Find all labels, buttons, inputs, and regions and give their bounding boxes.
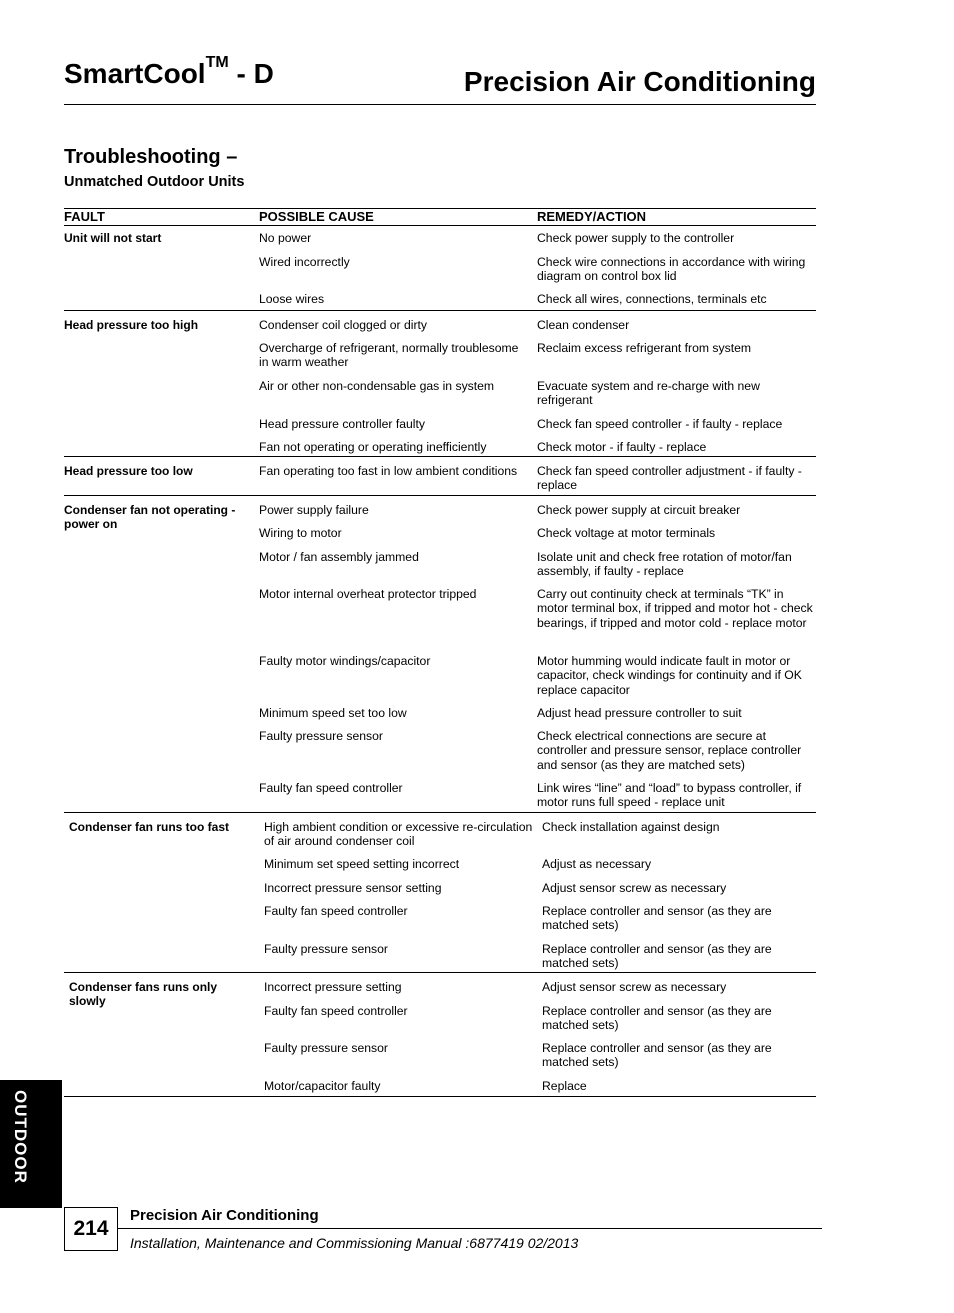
footer-subtitle: Installation, Maintenance and Commissioning Manual :6877419 02/2013 (130, 1235, 579, 1251)
cause-cell: Incorrect pressure sensor setting (264, 881, 442, 895)
cause-cell: No power (259, 231, 312, 245)
remedy-cell: Clean condenser (537, 318, 630, 332)
remedy-cell: Check installation against design (542, 820, 720, 834)
fault-group (64, 812, 816, 971)
column-header-remedy: REMEDY/ACTION (537, 209, 647, 224)
fault-cell: Condenser fan not operating - power on (64, 503, 236, 532)
fault-group (64, 456, 816, 493)
side-tab-label: OUTDOOR (11, 1090, 30, 1184)
page-number: 214 (64, 1207, 118, 1251)
cause-cell: Head pressure controller faulty (259, 417, 425, 431)
remedy-cell: Check power supply at circuit breaker (537, 503, 741, 517)
remedy-cell: Check wire connections in accordance with wiring diagram on control box lid (537, 255, 806, 284)
remedy-cell: Adjust as necessary (542, 857, 652, 871)
cause-cell: Faulty fan speed controller (264, 1004, 408, 1018)
cause-cell: Motor / fan assembly jammed (259, 550, 419, 564)
remedy-cell: Adjust sensor screw as necessary (542, 881, 727, 895)
fault-group (64, 972, 816, 1093)
cause-cell: Faulty pressure sensor (259, 729, 383, 743)
remedy-cell: Isolate unit and check free rotation of motor/fan assembly, if faulty - replace (537, 550, 792, 579)
brand-suffix: - D (228, 58, 274, 89)
cause-cell: Incorrect pressure setting (264, 980, 402, 994)
fault-group (64, 310, 816, 454)
document-title: Precision Air Conditioning (463, 66, 816, 97)
cause-cell: Power supply failure (259, 503, 369, 517)
remedy-cell: Adjust head pressure controller to suit (537, 706, 742, 720)
cause-cell: Overcharge of refrigerant, normally troublesome in warm weather (259, 341, 519, 370)
cause-cell: Fan operating too fast in low ambient conditions (259, 464, 518, 478)
cause-cell: Faulty motor windings/capacitor (259, 654, 431, 668)
remedy-cell: Check fan speed controller adjustment - if faulty - replace (537, 464, 802, 493)
footer-title: Precision Air Conditioning (130, 1207, 319, 1224)
remedy-cell: Link wires “line” and “load” to bypass controller, if motor runs full speed - replace unit (537, 781, 802, 810)
remedy-cell: Check all wires, connections, terminals etc (537, 292, 767, 306)
fault-cell: Condenser fans runs only slowly (69, 980, 218, 1009)
cause-cell: Motor/capacitor faulty (264, 1079, 381, 1093)
remedy-cell: Check motor - if faulty - replace (537, 440, 707, 454)
cause-cell: Motor internal overheat protector tripped (259, 587, 477, 601)
remedy-cell: Replace controller and sensor (as they are matched sets) (542, 1004, 772, 1033)
cause-cell: Minimum speed set too low (259, 706, 407, 720)
remedy-cell: Check power supply to the controller (537, 231, 735, 245)
remedy-cell: Replace controller and sensor (as they are matched sets) (542, 904, 772, 933)
cause-cell: Minimum set speed setting incorrect (264, 857, 460, 871)
cause-cell: Wiring to motor (259, 526, 342, 540)
column-header-fault: FAULT (64, 209, 105, 224)
remedy-cell: Check voltage at motor terminals (537, 526, 716, 540)
remedy-cell: Check electrical connections are secure at controller and pressure sensor, replace controller and sensor (as they are matched sets) (537, 729, 802, 772)
fault-cell: Head pressure too low (64, 464, 193, 478)
header-divider (64, 104, 816, 105)
section-subtitle: Unmatched Outdoor Units (64, 174, 245, 190)
cause-cell: Faulty fan speed controller (259, 781, 403, 795)
cause-cell: Loose wires (259, 292, 325, 306)
brand-name: SmartCool (64, 58, 206, 89)
cause-cell: Faulty fan speed controller (264, 904, 408, 918)
table-header (64, 208, 816, 226)
fault-cell: Unit will not start (64, 231, 162, 245)
cause-cell: Condenser coil clogged or dirty (259, 318, 428, 332)
remedy-cell: Motor humming would indicate fault in motor or capacitor, check windings for continuity and if OK replace capacitor (537, 654, 802, 697)
fault-cell: Condenser fan runs too fast (69, 820, 230, 834)
remedy-cell: Replace (542, 1079, 587, 1093)
remedy-cell: Carry out continuity check at terminals “TK” in motor terminal box, if tripped and motor hot - check bearings, if tripped and motor cold - replace motor (537, 587, 813, 630)
remedy-cell: Replace controller and sensor (as they are matched sets) (542, 1041, 772, 1070)
cause-cell: High ambient condition or excessive re-circulation of air around condenser coil (264, 820, 533, 849)
remedy-cell: Evacuate system and re-charge with new refrigerant (537, 379, 760, 408)
brand-title (64, 54, 274, 90)
footer-divider (118, 1228, 822, 1229)
fault-cell: Head pressure too high (64, 318, 199, 332)
section-title: Troubleshooting – (64, 146, 238, 168)
fault-group (64, 495, 816, 810)
remedy-cell: Adjust sensor screw as necessary (542, 980, 727, 994)
remedy-cell: Check fan speed controller - if faulty - replace (537, 417, 783, 431)
cause-cell: Air or other non-condensable gas in system (259, 379, 495, 393)
cause-cell: Fan not operating or operating inefficiently (259, 440, 487, 454)
trademark-mark: TM (205, 54, 229, 71)
cause-cell: Wired incorrectly (259, 255, 350, 269)
cause-cell: Faulty pressure sensor (264, 1041, 388, 1055)
cause-cell: Faulty pressure sensor (264, 942, 388, 956)
remedy-cell: Reclaim excess refrigerant from system (537, 341, 752, 355)
column-header-cause: POSSIBLE CAUSE (259, 209, 374, 224)
section-side-tab (0, 1080, 62, 1208)
remedy-cell: Replace controller and sensor (as they are matched sets) (542, 942, 772, 971)
table-bottom-rule (64, 1096, 816, 1097)
